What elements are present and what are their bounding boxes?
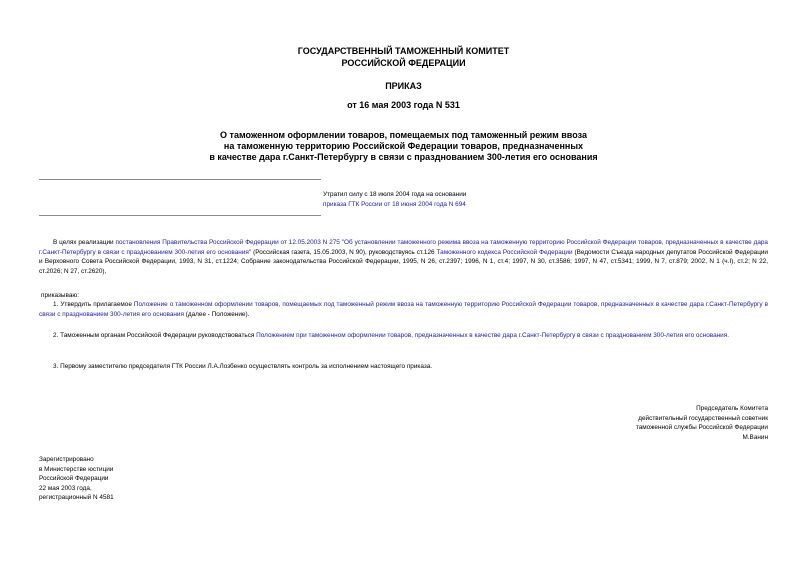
item1-suffix: (далее - Положение). xyxy=(183,310,250,318)
item1-text: 1. Утвердить прилагаемое xyxy=(53,301,134,308)
org-name-line1: ГОСУДАРСТВЕННЫЙ ТАМОЖЕННЫЙ КОМИТЕТ xyxy=(297,46,510,56)
signature-service: таможенной службы Российской Федерации xyxy=(635,424,768,431)
signature-name: М.Ванин xyxy=(742,433,768,441)
status-lost-force: Утратил силу с 18 июля 2004 года на основании xyxy=(323,191,467,198)
registration-line3: Российской Федерации xyxy=(39,475,109,482)
document-title-line1: О таможенном оформлении товаров, помещаемых под таможенный режим ввоза xyxy=(220,130,587,140)
regulation-reference-link[interactable]: Положением при таможенном оформлении товаров, предназначенных в качестве дара г.Санкт-Петербургу в связи с празднованием 300-летия его основания. xyxy=(256,332,729,339)
registration-line4: 22 мая 2003 года, xyxy=(39,484,92,492)
signature-rank: действительный государственный советник xyxy=(638,414,768,422)
order-word: приказываю: xyxy=(41,292,79,299)
regulation-link[interactable]: Положение о таможенном оформлении товаров, помещаемых под таможенный режим ввоза на таможенную территорию Российской Федерации товаров, предназначенных в качестве дара г.Санкт-Петербургу в связи с празднованием 300-летия его основания xyxy=(39,301,768,318)
order-item-3 xyxy=(39,362,768,372)
registration-line5: регистрационный N 4581 xyxy=(39,494,114,501)
document-title-line3: в качестве дара г.Санкт-Петербургу в связи с празднованием 300-летия его основания xyxy=(209,152,598,162)
item2-text: 2. Таможенным органам Российской Федерации руководствоваться xyxy=(53,332,257,339)
status-repeal-link[interactable]: приказа ГТК России от 18 июня 2004 года N 694 xyxy=(323,201,466,208)
signature-position: Председатель Комитета xyxy=(696,405,768,412)
preamble-text-2: (Российская газета, 15.05.2003, N 90), руководствуясь ст.126 xyxy=(251,248,437,256)
org-name-line2: РОССИЙСКОЙ ФЕДЕРАЦИИ xyxy=(341,58,466,68)
order-item-2 xyxy=(39,331,768,341)
preamble-text-1: В целях реализации xyxy=(53,239,116,246)
preamble-paragraph xyxy=(39,238,768,276)
signature-block xyxy=(636,404,768,442)
government-decree-link[interactable]: постановления Правительства Российской Федерации от 12.05.2003 N 275 "Об установлении таможенного режима ввоза на таможенную территорию Российской Федерации товаров, предназначенных в качестве дара г.Санкт-Петербургу в связи с празднованием 300-летия его основания" xyxy=(39,239,768,256)
document-date: от 16 мая 2003 года N 531 xyxy=(347,100,460,110)
item3-text: 3. Первому заместителю председателя ГТК России Л.А.Лозбенко осуществлять контроль за исполнением настоящего приказа. xyxy=(53,363,433,370)
customs-code-link[interactable]: Таможенного кодекса Российской Федерации xyxy=(436,248,573,256)
status-top-rule xyxy=(39,179,321,180)
registration-line1: Зарегистрировано xyxy=(39,456,94,463)
registration-line2: в Министерстве юстиции xyxy=(39,465,114,473)
registration-block xyxy=(39,455,114,503)
preamble-text-3: (Ведомости Съезда народных депутатов Российской Федерации и Верховного Совета Российской Федерации, 1993, N 31, ст.1224; Собрание законодательства Российской Федерации, 1995, N 26, ст.2397; 1996, N 1, ст.4; 1997, N 30, ст.3586; 1997, N 47, ст.5341; 1999, N 7, ст.879; 2002, N 1 (ч.I), ст.2; N 22, ст.2026; N 27, ст.2620), xyxy=(39,248,768,275)
document-title-line2: на таможенную территорию Российской Федерации товаров, предназначенных xyxy=(223,141,584,151)
status-bottom-rule xyxy=(39,215,321,216)
order-item-1 xyxy=(39,300,768,319)
document-type: ПРИКАЗ xyxy=(385,81,422,91)
